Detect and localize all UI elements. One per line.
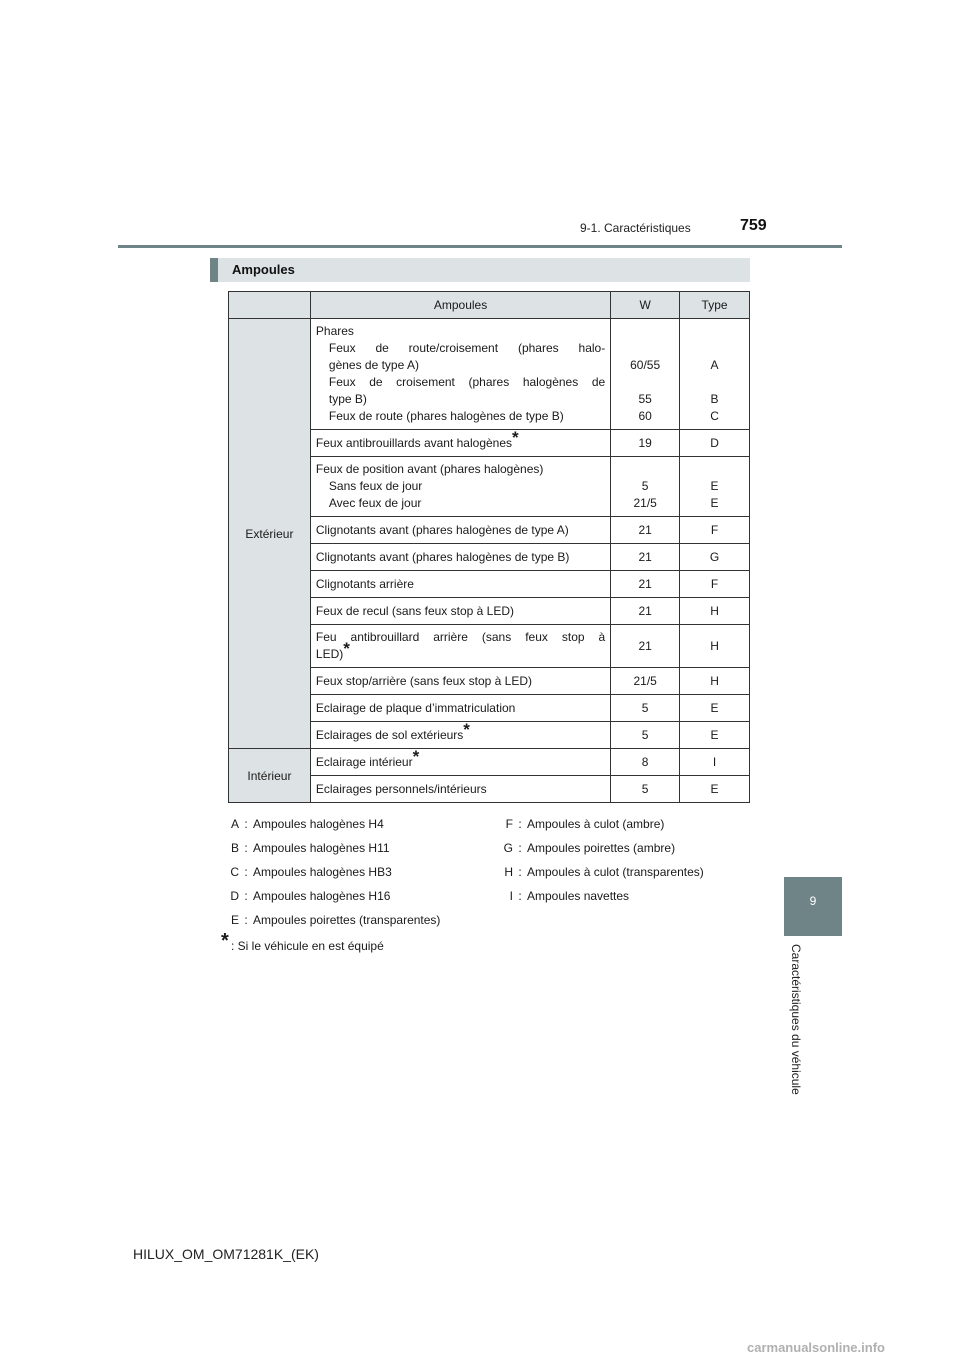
footnote: : Si le véhicule en est équipé bbox=[231, 939, 384, 953]
legend-item: F : Ampoules à culot (ambre) bbox=[505, 817, 665, 831]
table-row-personal: Eclairages personnels/intérieurs 5 E bbox=[229, 776, 750, 803]
asterisk-icon: * bbox=[512, 428, 519, 447]
table-row-fog-rear: Feu antibrouillard arrière (sans feux stop à LED)* 21 H bbox=[229, 625, 750, 668]
header-type: Type bbox=[680, 292, 750, 319]
bulbs-table bbox=[228, 291, 750, 803]
section-title: Ampoules bbox=[232, 262, 295, 277]
asterisk-icon: * bbox=[343, 639, 350, 658]
table-row-ground: Eclairages de sol extérieurs* 5 E bbox=[229, 722, 750, 749]
table-row-position: Feux de position avant (phares halogènes) Sans feux de jour Avec feux de jour 5 21/5 E E bbox=[229, 457, 750, 517]
header-empty-cell bbox=[229, 292, 311, 319]
cell-headlamps: Phares Feux de route/croisement (phares halo- gènes de type A) Feux de croisement (phares halogènes de type B) Feux de route (phares halogènes de type B) bbox=[310, 319, 610, 430]
table-header-row bbox=[229, 292, 750, 319]
chapter-tab bbox=[784, 877, 842, 936]
table-row-stop-tail: Feux stop/arrière (sans feux stop à LED) 21/5 H bbox=[229, 668, 750, 695]
page-number: 759 bbox=[740, 217, 767, 234]
section-bar bbox=[210, 258, 750, 282]
legend-item: B : Ampoules halogènes H11 bbox=[230, 841, 390, 855]
table-row-plate: Eclairage de plaque d’immatriculation 5 E bbox=[229, 695, 750, 722]
table-row-fog-front: Feux antibrouillards avant halogènes* 19 D bbox=[229, 430, 750, 457]
table-row-interior-light: Intérieur Eclairage intérieur* 8 I bbox=[229, 749, 750, 776]
header-section: 9-1. Caractéristiques bbox=[580, 221, 691, 235]
legend-item: D : Ampoules halogènes H16 bbox=[230, 889, 391, 903]
legend-item: C : Ampoules halogènes HB3 bbox=[230, 865, 392, 879]
watermark: carmanualsonline.info bbox=[747, 1340, 885, 1355]
cell-headlamps-type: A B C bbox=[680, 319, 750, 430]
category-interior: Intérieur bbox=[229, 749, 311, 803]
asterisk-icon: * bbox=[221, 930, 229, 952]
table-row: Clignotants avant (phares halogènes de type B) 21 G bbox=[229, 544, 750, 571]
table-row-headlamps bbox=[229, 319, 750, 430]
legend-item: A : Ampoules halogènes H4 bbox=[230, 817, 384, 831]
asterisk-icon: * bbox=[412, 747, 420, 766]
footer-code: HILUX_OM_OM71281K_(EK) bbox=[133, 1246, 319, 1262]
header-rule bbox=[118, 245, 842, 248]
legend-item: E : Ampoules poirettes (transparentes) bbox=[230, 913, 441, 927]
chapter-label: Caractéristiques du véhicule bbox=[789, 944, 803, 1095]
cell-headlamps-watts: 60/55 55 60 bbox=[611, 319, 680, 430]
table-row: Clignotants arrière 21 F bbox=[229, 571, 750, 598]
asterisk-icon: * bbox=[463, 720, 470, 739]
table-row: Feux de recul (sans feux stop à LED) 21 H bbox=[229, 598, 750, 625]
chapter-number: 9 bbox=[809, 894, 817, 908]
legend-item: I : Ampoules navettes bbox=[509, 889, 630, 903]
header-bulbs: Ampoules bbox=[310, 292, 610, 319]
legend-item: G : Ampoules poirettes (ambre) bbox=[503, 841, 676, 855]
legend-item: H : Ampoules à culot (transparentes) bbox=[504, 865, 704, 879]
category-exterior: Extérieur bbox=[229, 319, 311, 749]
header-watts: W bbox=[611, 292, 680, 319]
table-row: Clignotants avant (phares halogènes de type A) 21 F bbox=[229, 517, 750, 544]
